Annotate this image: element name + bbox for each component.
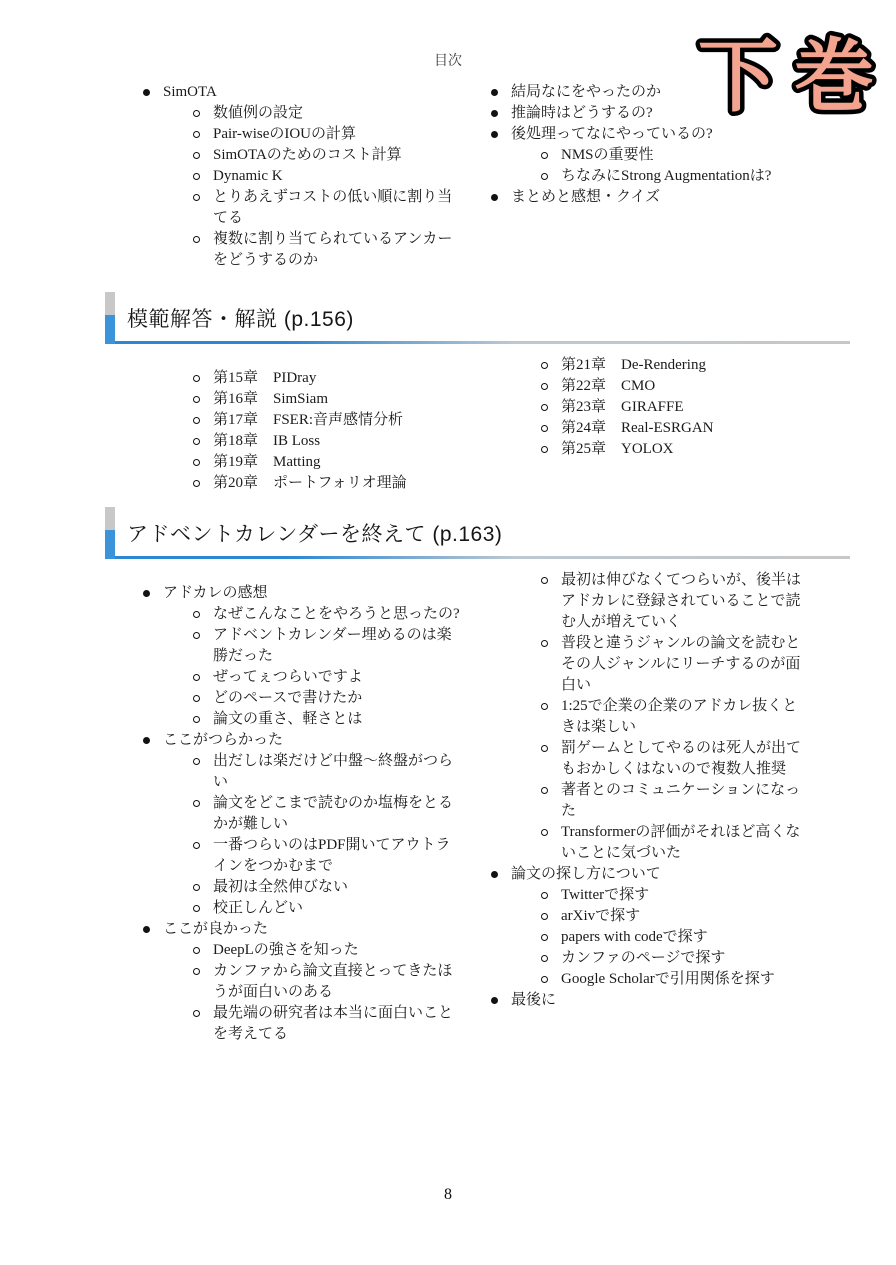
bullet-circle-icon <box>541 913 548 920</box>
bullet-circle-icon <box>193 110 200 117</box>
list-item <box>130 473 460 494</box>
list-item <box>478 990 812 1011</box>
bullet-circle-icon <box>193 1010 200 1017</box>
list-item <box>130 410 460 431</box>
stamp-char: 下 <box>698 32 778 120</box>
list-item-text: 1:25で企業の企業のアドカレ抜くときは楽しい <box>561 698 798 735</box>
list-item <box>478 927 812 948</box>
bullet-circle-icon <box>193 842 200 849</box>
bullet-circle-icon <box>541 955 548 962</box>
section-marker-blue <box>105 315 115 344</box>
bullet-circle-icon <box>193 905 200 912</box>
list-item <box>478 376 812 397</box>
spacer <box>0 559 896 570</box>
list-item-text: 最初は全然伸びない <box>213 879 349 895</box>
bullet-disc-icon <box>491 871 498 878</box>
bullet-circle-icon <box>541 446 548 453</box>
list-item <box>478 355 812 376</box>
bullet-disc-icon <box>491 110 498 117</box>
list-item-text: DeepLの強さを知った <box>213 942 359 958</box>
list-item <box>478 969 812 990</box>
list-item <box>130 368 460 389</box>
list-item <box>130 103 460 124</box>
list-item-text: Transformerの評価がそれほど高くないことに気づいた <box>561 824 801 861</box>
list-item-text: アドベントカレンダー埋めるのは楽勝だった <box>213 627 452 664</box>
section-header-1 <box>105 292 850 344</box>
list-item-text: どのペースで書けたか <box>213 690 363 706</box>
list-item-text: 論文の探し方について <box>511 866 661 882</box>
bullet-circle-icon <box>541 787 548 794</box>
list-item-text: 複数に割り当てられているアンカーをどうするのか <box>213 231 453 268</box>
list-item <box>478 145 812 166</box>
list-item <box>130 389 460 410</box>
bullet-circle-icon <box>193 459 200 466</box>
bullet-circle-icon <box>193 194 200 201</box>
bullet-disc-icon <box>491 89 498 96</box>
bullet-circle-icon <box>193 800 200 807</box>
list-item <box>130 919 460 940</box>
bullet-circle-icon <box>541 745 548 752</box>
list-item-text: 第25章 YOLOX <box>561 441 674 457</box>
list-item-text: 出だしは楽だけど中盤〜終盤がつらい <box>213 753 454 790</box>
toc-list-column-left <box>130 82 460 271</box>
volume-stamp <box>694 26 892 120</box>
bullet-circle-icon <box>193 375 200 382</box>
bullet-circle-icon <box>541 152 548 159</box>
list-item-text: Google Scholarで引用関係を探す <box>561 971 775 987</box>
bullet-circle-icon <box>193 695 200 702</box>
section-underline <box>105 556 850 559</box>
section-marker-blue <box>105 530 115 559</box>
list-item <box>130 709 460 730</box>
bullet-circle-icon <box>541 829 548 836</box>
list-item-text: まとめと感想・クイズ <box>511 189 661 205</box>
bullet-circle-icon <box>193 173 200 180</box>
section-header-2 <box>105 507 850 559</box>
list-item-text: 第21章 De-Rendering <box>561 357 706 373</box>
list-item-text: アドカレの感想 <box>163 585 268 601</box>
bullet-circle-icon <box>193 480 200 487</box>
list-item <box>130 961 460 1003</box>
list-item-text: 罰ゲームとしてやるのは死人が出てもおかしくはないので複数人推奨 <box>561 740 802 777</box>
list-item <box>130 145 460 166</box>
list-item <box>130 751 460 793</box>
list-item <box>478 418 812 439</box>
list-item <box>478 439 812 460</box>
list-item <box>478 124 812 145</box>
bullet-circle-icon <box>541 640 548 647</box>
list-item-text: とりあえずコストの低い順に割り当てる <box>213 189 453 226</box>
list-item <box>478 166 812 187</box>
list-item-text: 著者とのコミュニケーションになった <box>561 782 801 819</box>
chapter-column-right <box>478 355 812 494</box>
list-item-text: 第18章 IB Loss <box>213 433 321 449</box>
list-item-text: 数値例の設定 <box>213 105 304 121</box>
list-item-text: ここがつらかった <box>163 732 284 748</box>
stamp-char: 巻 <box>794 32 874 120</box>
list-item-text: 最初は伸びなくてつらいが、後半はアドカレに登録されていることで読む人が増えていく <box>561 572 802 630</box>
list-item-text: ここが良かった <box>163 921 269 937</box>
list-item <box>130 124 460 145</box>
bullet-circle-icon <box>541 383 548 390</box>
bullet-circle-icon <box>193 884 200 891</box>
bullet-disc-icon <box>491 194 498 201</box>
spacer <box>0 494 896 507</box>
volume-stamp-text <box>698 32 874 120</box>
retrospective-column-left <box>130 570 460 1045</box>
list-item-text: NMSの重要性 <box>561 147 654 163</box>
bullet-circle-icon <box>541 934 548 941</box>
chapter-column-left <box>130 355 460 494</box>
bullet-disc-icon <box>143 89 150 96</box>
list-item <box>478 885 812 906</box>
list-item-text: Dynamic K <box>213 168 283 184</box>
list-item-text: 第22章 CMO <box>561 378 656 394</box>
list-item-text: 第23章 GIRAFFE <box>561 399 684 415</box>
list-item-text: ぜってぇつらいですよ <box>213 669 363 685</box>
bullet-circle-icon <box>193 396 200 403</box>
list-item <box>130 452 460 473</box>
list-item-text: 第19章 Matting <box>213 454 321 470</box>
list-item-text: 第24章 Real-ESRGAN <box>561 420 714 436</box>
list-item <box>130 688 460 709</box>
list-item-text: なぜこんなことをやろうと思ったの? <box>213 606 460 622</box>
bullet-circle-icon <box>541 703 548 710</box>
retrospective-column-right <box>478 570 812 1045</box>
bullet-circle-icon <box>541 404 548 411</box>
bullet-circle-icon <box>541 976 548 983</box>
list-item <box>130 431 460 452</box>
bullet-disc-icon <box>143 926 150 933</box>
list-item-text: 最後に <box>511 992 557 1008</box>
chapter-list-block <box>130 355 896 494</box>
bullet-circle-icon <box>541 173 548 180</box>
bullet-circle-icon <box>541 577 548 584</box>
list-item-text: 校正しんどい <box>213 900 304 916</box>
bullet-circle-icon <box>193 716 200 723</box>
list-item <box>478 948 812 969</box>
list-item-text: Twitterで探す <box>561 887 650 903</box>
bullet-disc-icon <box>143 590 150 597</box>
list-item <box>130 1003 460 1045</box>
bullet-circle-icon <box>193 438 200 445</box>
section-marker-gray <box>105 507 115 530</box>
section-marker <box>105 292 115 344</box>
list-item-text: カンファから論文直接とってきたほうが面白いのある <box>213 963 453 1000</box>
bullet-circle-icon <box>193 674 200 681</box>
list-item-text: 最先端の研究者は本当に面白いことを考えてる <box>213 1005 454 1042</box>
list-item-text: SimOTA <box>163 84 217 100</box>
bullet-circle-icon <box>541 892 548 899</box>
section-title: 模範解答・解説 (p.156) <box>127 308 354 331</box>
list-item-text: Pair-wiseのIOUの計算 <box>213 126 357 142</box>
section-title: アドベントカレンダーを終えて (p.163) <box>127 523 503 546</box>
list-item <box>130 898 460 919</box>
list-item-text: 結局なにをやったのか <box>511 84 662 100</box>
list-item-text: カンファのページで探す <box>561 950 726 966</box>
bullet-circle-icon <box>193 236 200 243</box>
bullet-circle-icon <box>193 131 200 138</box>
list-item-text: 普段と違うジャンルの論文を読むとその人ジャンルにリーチするのが面白い <box>561 635 801 693</box>
list-item-text: arXivで探す <box>561 908 641 924</box>
page-header-title: 目次 <box>434 52 462 68</box>
list-item <box>478 780 812 822</box>
bullet-disc-icon <box>143 737 150 744</box>
list-item <box>478 906 812 927</box>
bullet-circle-icon <box>193 968 200 975</box>
bullet-circle-icon <box>193 417 200 424</box>
bullet-disc-icon <box>491 131 498 138</box>
list-item-text: SimOTAのためのコスト計算 <box>213 147 402 163</box>
page-number: 8 <box>444 1186 452 1203</box>
list-item-text: 後処理ってなにやっているの? <box>511 126 713 142</box>
list-item-text: 第15章 PIDray <box>213 370 317 386</box>
spacer <box>0 344 896 355</box>
list-item-text: 第16章 SimSiam <box>213 391 329 407</box>
section-marker-gray <box>105 292 115 315</box>
bullet-circle-icon <box>541 425 548 432</box>
list-item <box>478 633 812 696</box>
list-item <box>130 730 460 751</box>
list-item <box>130 187 460 229</box>
spacer <box>0 271 896 292</box>
list-item <box>478 696 812 738</box>
list-item <box>130 583 460 604</box>
list-item-text: 論文の重さ、軽さとは <box>213 711 363 727</box>
list-item <box>478 738 812 780</box>
list-item-text: 推論時はどうするの? <box>511 105 653 121</box>
list-item-text: 第20章 ポートフォリオ理論 <box>213 475 407 491</box>
list-item-text: 論文をどこまで読むのか塩梅をとるかが難しい <box>213 795 454 832</box>
list-item <box>130 82 460 103</box>
list-item-text: papers with codeで探す <box>561 929 708 945</box>
list-item <box>130 835 460 877</box>
list-item <box>130 625 460 667</box>
list-item-text: 一番つらいのはPDF開いてアウトラインをつかむまで <box>213 837 451 874</box>
bullet-circle-icon <box>193 611 200 618</box>
list-item <box>130 229 460 271</box>
list-item <box>130 166 460 187</box>
list-item <box>130 604 460 625</box>
list-item <box>478 570 812 633</box>
list-item <box>130 877 460 898</box>
section-underline <box>105 341 850 344</box>
section-marker <box>105 507 115 559</box>
list-item-text: 第17章 FSER:音声感情分析 <box>213 412 404 428</box>
list-item <box>478 864 812 885</box>
list-item <box>478 397 812 418</box>
list-item <box>478 187 812 208</box>
bullet-circle-icon <box>193 632 200 639</box>
list-item <box>130 667 460 688</box>
list-item <box>130 940 460 961</box>
bullet-circle-icon <box>193 758 200 765</box>
bullet-disc-icon <box>491 997 498 1004</box>
bullet-circle-icon <box>541 362 548 369</box>
bullet-circle-icon <box>193 152 200 159</box>
list-item-text: ちなみにStrong Augmentationは? <box>561 168 772 184</box>
bullet-circle-icon <box>193 947 200 954</box>
list-item <box>130 793 460 835</box>
list-item <box>478 822 812 864</box>
retrospective-list-block <box>130 570 896 1045</box>
